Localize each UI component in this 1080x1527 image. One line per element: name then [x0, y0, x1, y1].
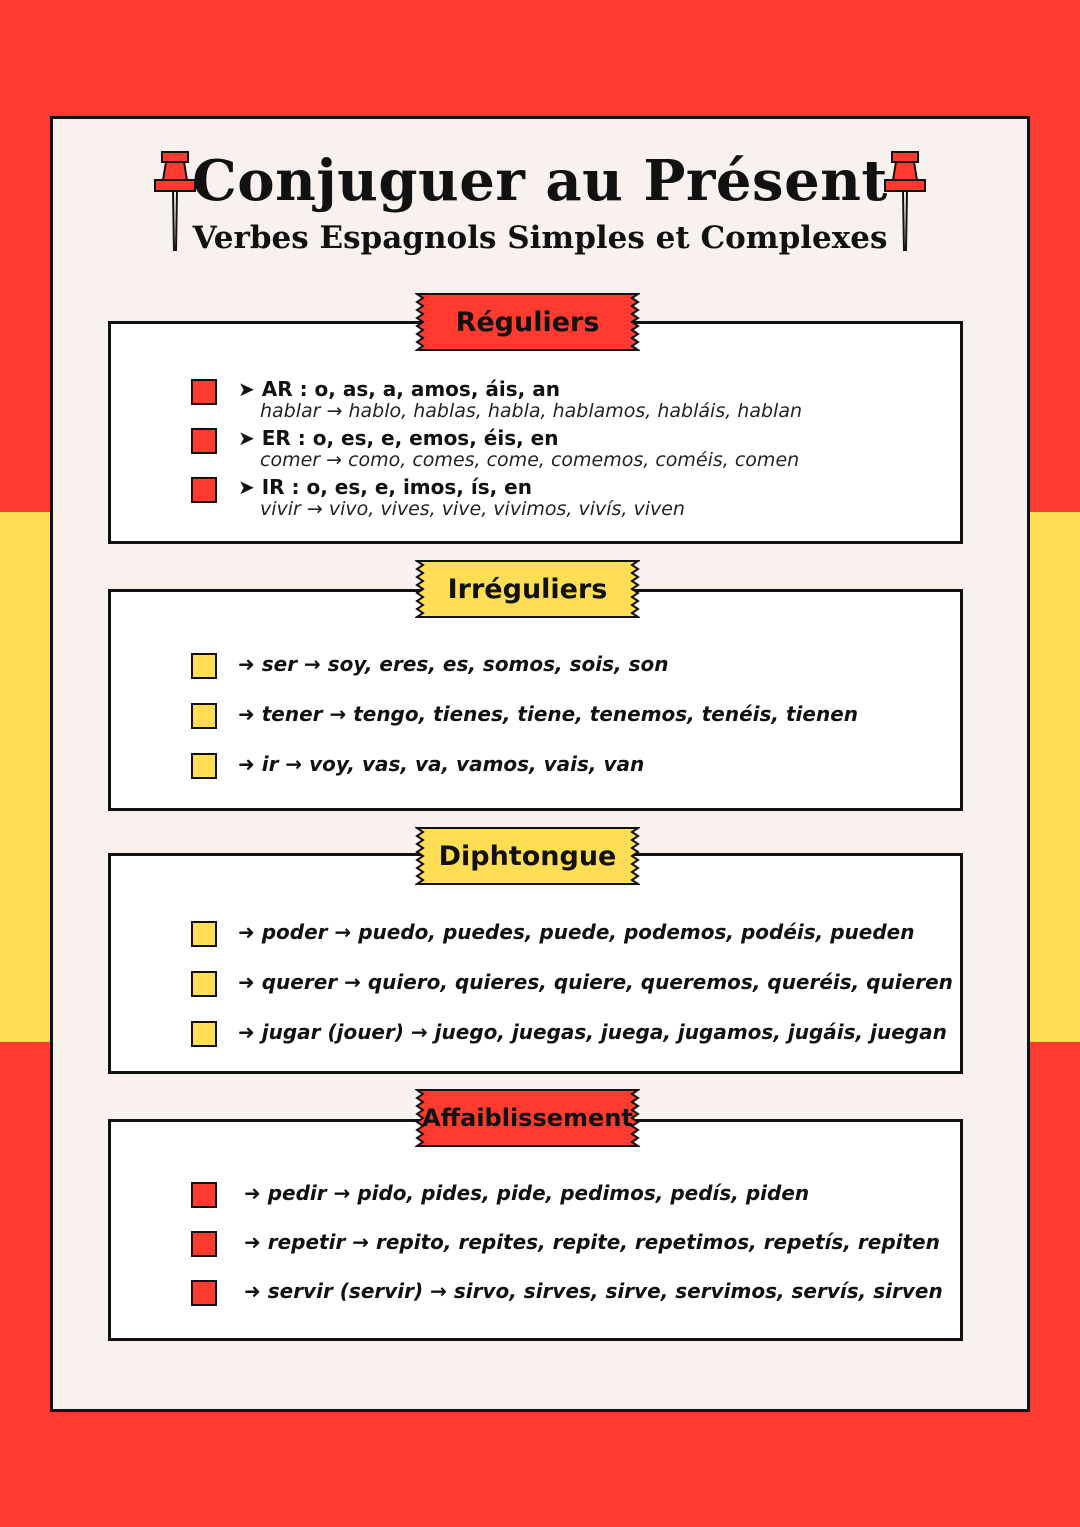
verb-conjugation: ➜ tener → tengo, tienes, tiene, tenemos, tenéis, tienen — [238, 702, 859, 726]
checkbox[interactable] — [191, 477, 217, 503]
example-text: comer → como, comes, come, comemos, coméis, comen — [260, 449, 800, 471]
rule-text: ➤ AR : o, as, a, amos, áis, an — [238, 377, 560, 401]
checkbox[interactable] — [191, 379, 217, 405]
section-label-reguliers — [415, 293, 640, 351]
checkbox[interactable] — [191, 428, 217, 454]
verb-conjugation: ➜ servir (servir) → sirvo, sirves, sirve, servimos, servís, sirven — [244, 1279, 943, 1303]
section-irreguliers — [108, 589, 963, 811]
checkbox[interactable] — [191, 1280, 217, 1306]
checkbox[interactable] — [191, 1231, 217, 1257]
verb-conjugation: ➜ poder → puedo, puedes, puede, podemos, podéis, pueden — [238, 920, 915, 944]
verb-conjugation: ➜ repetir → repito, repites, repite, repetimos, repetís, repiten — [244, 1230, 940, 1254]
checkbox[interactable] — [191, 1182, 217, 1208]
section-reguliers — [108, 321, 963, 544]
checkbox[interactable] — [191, 1021, 217, 1047]
example-text: vivir → vivo, vives, vive, vivimos, vivís, viven — [260, 498, 685, 520]
checkbox[interactable] — [191, 653, 217, 679]
section-label-text: Diphtongue — [438, 840, 617, 872]
checkbox[interactable] — [191, 753, 217, 779]
verb-conjugation: ➜ querer → quiero, quieres, quiere, queremos, queréis, quieren — [238, 970, 953, 994]
section-label-text: Irréguliers — [447, 573, 608, 605]
section-label-affaiblissement — [415, 1089, 640, 1147]
verb-conjugation: ➜ ser → soy, eres, es, somos, sois, son — [238, 652, 669, 676]
checkbox[interactable] — [191, 971, 217, 997]
checkbox[interactable] — [191, 703, 217, 729]
rule-text: ➤ ER : o, es, e, emos, éis, en — [238, 426, 559, 450]
page-subtitle: Verbes Espagnols Simples et Complexes — [192, 220, 888, 256]
section-label-irreguliers — [415, 560, 640, 618]
section-diphtongue — [108, 853, 963, 1074]
example-text: hablar → hablo, hablas, habla, hablamos, habláis, hablan — [260, 400, 803, 422]
verb-conjugation: ➜ ir → voy, vas, va, vamos, vais, van — [238, 752, 645, 776]
checkbox[interactable] — [191, 921, 217, 947]
page-title: Conjuguer au Présent — [192, 148, 888, 214]
verb-conjugation: ➜ pedir → pido, pides, pide, pedimos, pedís, piden — [244, 1181, 810, 1205]
section-label-diphtongue — [415, 827, 640, 885]
section-affaiblissement — [108, 1119, 963, 1341]
verb-conjugation: ➜ jugar (jouer) → juego, juegas, juega, jugamos, jugáis, juegan — [238, 1020, 947, 1044]
rule-text: ➤ IR : o, es, e, imos, ís, en — [238, 475, 532, 499]
section-label-text: Réguliers — [455, 306, 600, 338]
section-label-text: Affaiblissement — [422, 1104, 633, 1132]
